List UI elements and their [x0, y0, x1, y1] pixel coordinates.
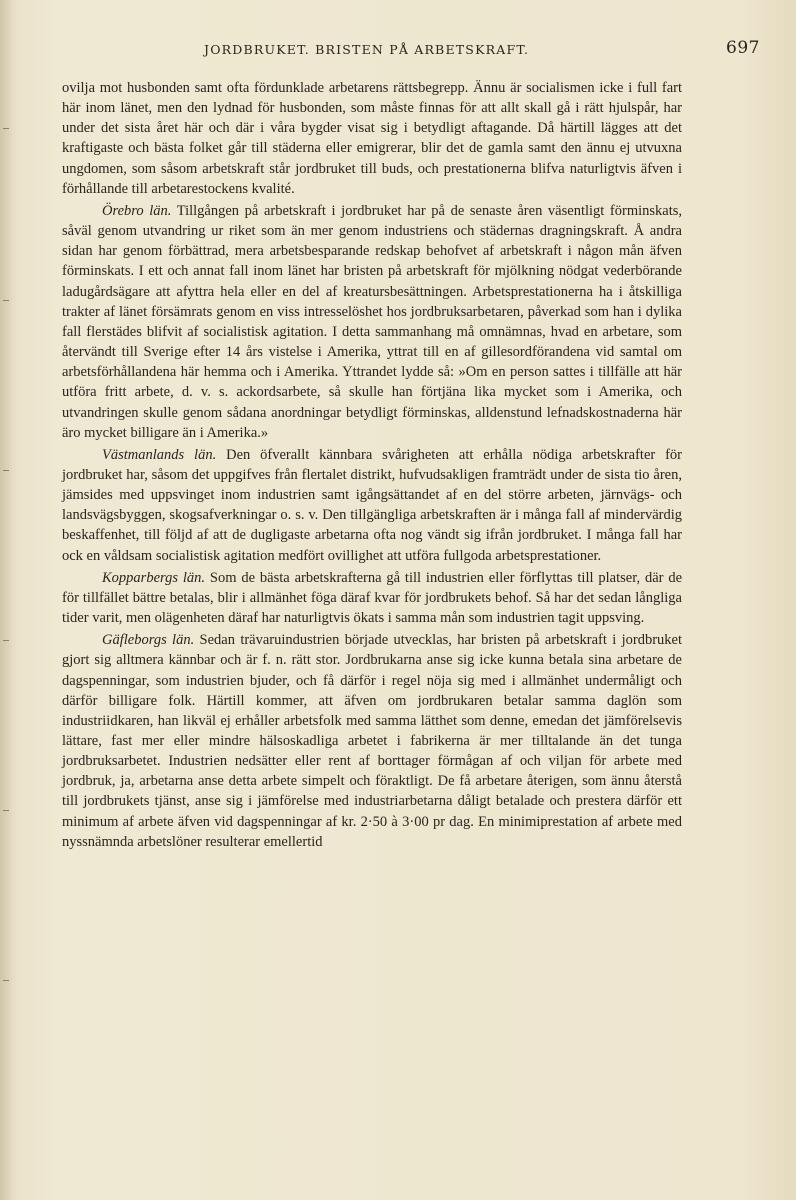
paragraph [62, 78, 682, 199]
margin-mark [3, 300, 9, 301]
paragraph [62, 568, 682, 628]
paragraph-lead: Västmanlands län. [102, 446, 217, 463]
paragraph-lead: Örebro län. [102, 202, 172, 219]
paragraph-lead: Gäfleborgs län. [102, 632, 195, 649]
paragraph-text: Sedan trävaruindustrien började utvecklas, har bristen på arbetskraft i jordbruket gjort sig alltmera kännbar och är f. n. rätt stor. Jordbrukarna anse sig icke kunna betala sina arbetare de dagspenningar, som industrien bjuder, och få därför i regel nöja sig med i allmänhet undermåligt och därför billigare folk. Härtill kommer, att äfven om jordbrukaren betalar samma daglön som industriidkaren, han likväl ej erhåller arbetsfolk med samma lätthet som denne, emedan det jämförelsevis lättare, fast mer eller mindre hälsoskadliga arbetet i fabrikerna är mer tilltalande än det tunga jordbruksarbetet. Industrien nedsätter eller rent af borttager förmågan af och viljan för arbete med jordbruk, ja, arbetarna anse detta arbete simpelt och föraktligt. De få arbetare återigen, som ännu återstå till jordbrukets tjänst, anse sig i jämförelse med industriarbetarna dåligt betalade och prestera därför ett minimum af arbete äfven vid dagspenningar af kr. 2·50 à 3·00 pr dag. En minimiprestation af arbete med nyssnämnda arbetslöner resulterar emellertid [62, 632, 682, 850]
paragraph [62, 445, 682, 566]
page-number: 697 [726, 38, 760, 58]
margin-mark [3, 128, 9, 129]
margin-mark [3, 810, 9, 811]
page-gutter-edge [0, 0, 12, 1200]
running-title: JORDBRUKET. BRISTEN PÅ ARBETSKRAFT. [204, 42, 530, 57]
paragraph [62, 630, 682, 852]
margin-mark [3, 640, 9, 641]
paragraph [62, 201, 682, 443]
paragraph-text: ovilja mot husbonden samt ofta fördunklade arbetarens rättsbegrepp. Ännu är socialismen icke i full fart här inom länet, men den lydnad för husbonden, som måste finnas för att allt skall gå i rätt hjulspår, har under det sista året här och där i våra bygder visat sig i betydligt aftagande. Då härtill lägges att det kraftigaste och bästa folket går till städerna eller emigrerar, blir det de gamla samt den ännu ej utvuxna ungdomen, som såsom arbetskraft står jordbruket till buds, och prestationerna blifva naturligtvis äfven i förhållande till arbetarestockens kvalité. [62, 80, 682, 197]
body-text [62, 78, 682, 852]
paragraph-text: Den öfverallt kännbara svårigheten att erhålla nödiga arbetskrafter för jordbruket har, såsom det uppgifves från flertalet distrikt, hufvudsakligen framträdt under de sista tio åren, jämsides med uppsvinget inom industrien samt igångsättandet af en del större arbeten, järnvägs- och landsvägsbyggen, skogsafverkningar o. s. v. Den tillgängliga arbetskraften är i många fall af mindervärdig beskaffenhet, till följd af att de dugligaste arbetarna ofta nog vändt sig ifrån jordbruket. I många fall har ock en våldsam socialistisk agitation medfört ovillighet att utföra fullgoda arbetsprestationer. [62, 446, 683, 564]
paragraph-text: Som de bästa arbetskrafterna gå till industrien eller förflyttas till platser, där de för tillfället bättre betalas, blir i allmänhet föga däraf kvar för jordbrukets behof. Så har det sedan långliga tider varit, men olägenheten däraf har naturligtvis ökats i samma mån som industrien tagit uppsving. [62, 569, 683, 627]
paragraph-text: Tillgången på arbetskraft i jordbruket har på de senaste åren väsentligt förminskats, såväl genom utvandring ur riket som än mer genom industriens och städernas dragningskraft. Å andra sidan har genom förbättrad, mera arbetsbesparande redskap behofvet af arbetskraft i någon mån äfven förminskats. I ett och annat fall inom länet har bristen på arbetskraft för mjölkning nödgat vederbörande ladugårdsägare att afyttra hela eller en del af kreatursbesättningen. Arbetsprestationerna ha i åtskilliga trakter af länet försämrats genom en viss intresselöshet hos jordbruksarbetaren, påverkad som han i dylika fall flerstädes blifvit af socialistisk agitation. I detta sammanhang må omnämnas, hvad en arbetare, som återvändt till Sverige efter 14 års vistelse i Amerika, yttrat till en af gillesordförandena vid samtal om arbetsförhållandena här hemma och i Amerika. Yttrandet lydde så: »Om en person sattes i tillfälle att här utföra fritt arbete, d. v. s. ackordsarbete, så skulle han förtjäna lika mycket som i Amerika, och utvandringen skulle genom sådana anordningar betydligt förminskas, alldenstund lefnadskostnaderna här äro mycket billigare än i Amerika.» [62, 202, 683, 441]
margin-mark [3, 470, 9, 471]
margin-mark [3, 980, 9, 981]
paragraph-lead: Kopparbergs län. [102, 569, 206, 586]
page-header [60, 40, 760, 60]
